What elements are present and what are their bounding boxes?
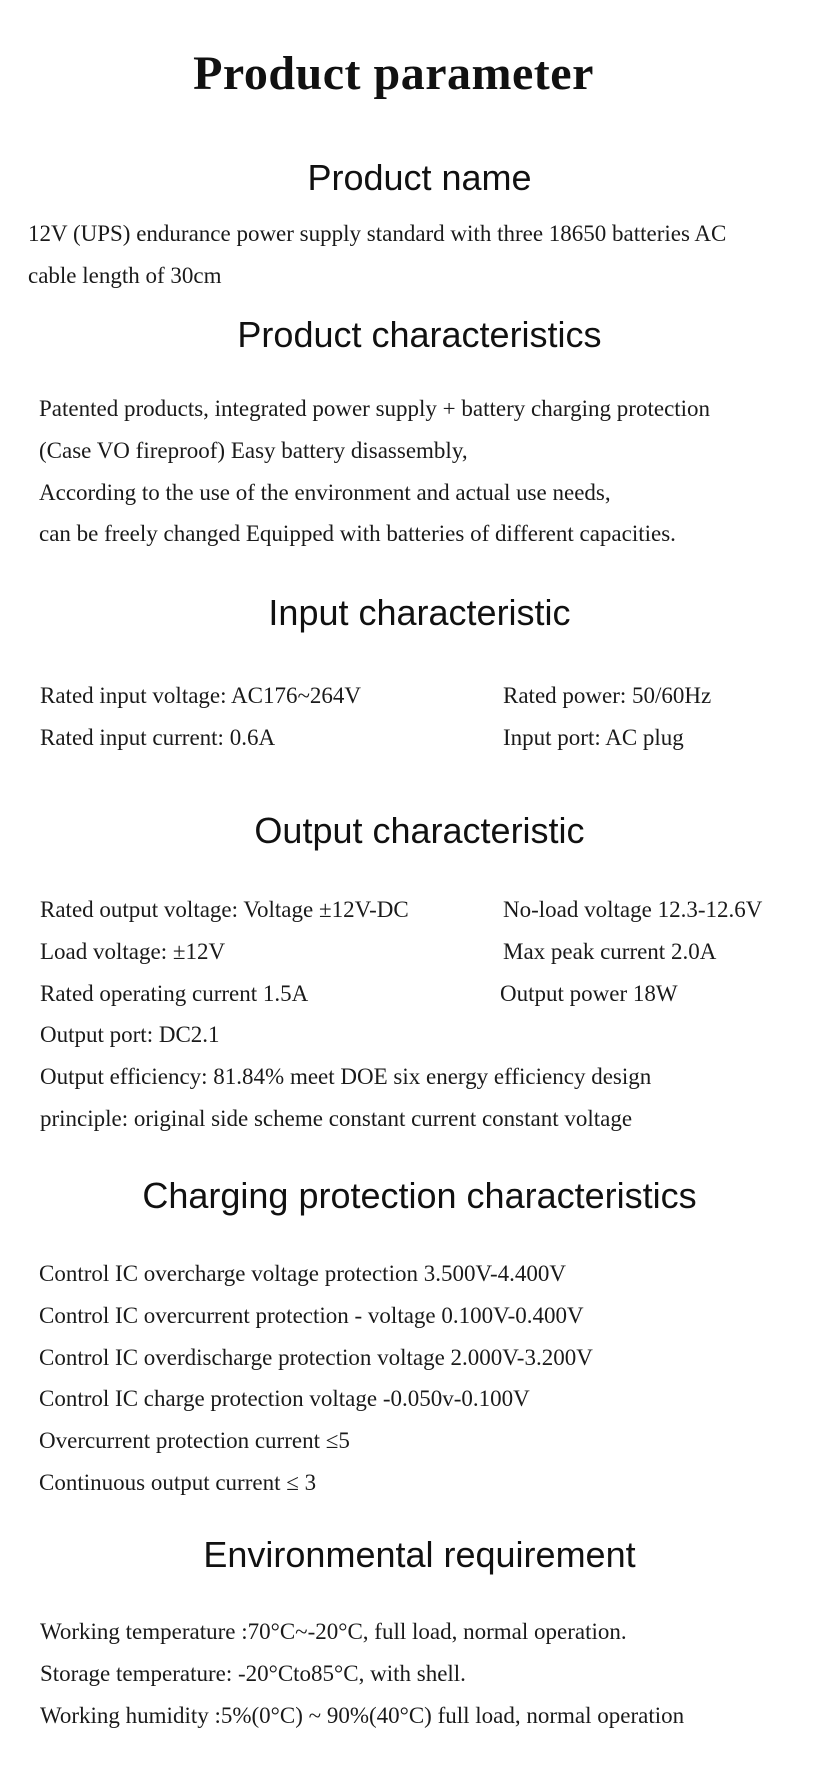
charging-protection-line: Control IC charge protection voltage -0.050v-0.100V xyxy=(39,1386,530,1411)
charging-protection-heading: Charging protection characteristics xyxy=(142,1175,697,1216)
characteristics-line: can be freely changed Equipped with batteries of different capacities. xyxy=(39,521,676,546)
input-characteristic-heading: Input characteristic xyxy=(268,592,571,633)
rated-input-current: Rated input current: 0.6A xyxy=(40,725,276,750)
rated-power: Rated power: 50/60Hz xyxy=(503,683,712,708)
output-port: Output port: DC2.1 xyxy=(40,1022,220,1047)
product-name-heading: Product name xyxy=(307,157,532,198)
output-principle: principle: original side scheme constant current constant voltage xyxy=(40,1106,633,1131)
page-title: Product parameter xyxy=(193,47,594,100)
characteristics-line: (Case VO fireproof) Easy battery disassembly, xyxy=(39,438,468,463)
rated-output-voltage: Rated output voltage: Voltage ±12V-DC xyxy=(40,897,409,922)
environmental-line: Storage temperature: -20°Cto85°C, with shell. xyxy=(40,1661,466,1686)
charging-protection-line: Overcurrent protection current ≤5 xyxy=(39,1428,350,1453)
product-name-line: cable length of 30cm xyxy=(28,263,222,288)
rated-input-voltage: Rated input voltage: AC176~264V xyxy=(40,683,362,708)
max-peak-current: Max peak current 2.0A xyxy=(503,939,717,964)
charging-protection-line: Control IC overdischarge protection voltage 2.000V-3.200V xyxy=(39,1345,593,1370)
charging-protection-line: Continuous output current ≤ 3 xyxy=(39,1470,317,1495)
characteristics-line: Patented products, integrated power supply + battery charging protection xyxy=(39,396,711,421)
no-load-voltage: No-load voltage 12.3-12.6V xyxy=(503,897,763,922)
charging-protection-line: Control IC overcurrent protection - voltage 0.100V-0.400V xyxy=(39,1303,584,1328)
rated-operating-current: Rated operating current 1.5A xyxy=(40,981,309,1006)
load-voltage: Load voltage: ±12V xyxy=(40,939,226,964)
output-efficiency: Output efficiency: 81.84% meet DOE six energy efficiency design xyxy=(40,1064,652,1089)
input-port: Input port: AC plug xyxy=(503,725,684,750)
charging-protection-line: Control IC overcharge voltage protection 3.500V-4.400V xyxy=(39,1261,566,1286)
output-characteristic-heading: Output characteristic xyxy=(254,810,585,851)
environmental-line: Working humidity :5%(0°C) ~ 90%(40°C) full load, normal operation xyxy=(40,1703,685,1728)
product-name-line: 12V (UPS) endurance power supply standard with three 18650 batteries AC xyxy=(28,221,727,246)
characteristics-line: According to the use of the environment and actual use needs, xyxy=(39,480,611,505)
product-characteristics-heading: Product characteristics xyxy=(237,314,602,355)
output-power: Output power 18W xyxy=(500,981,678,1006)
environmental-heading: Environmental requirement xyxy=(203,1534,636,1575)
environmental-line: Working temperature :70°C~-20°C, full load, normal operation. xyxy=(40,1619,627,1644)
